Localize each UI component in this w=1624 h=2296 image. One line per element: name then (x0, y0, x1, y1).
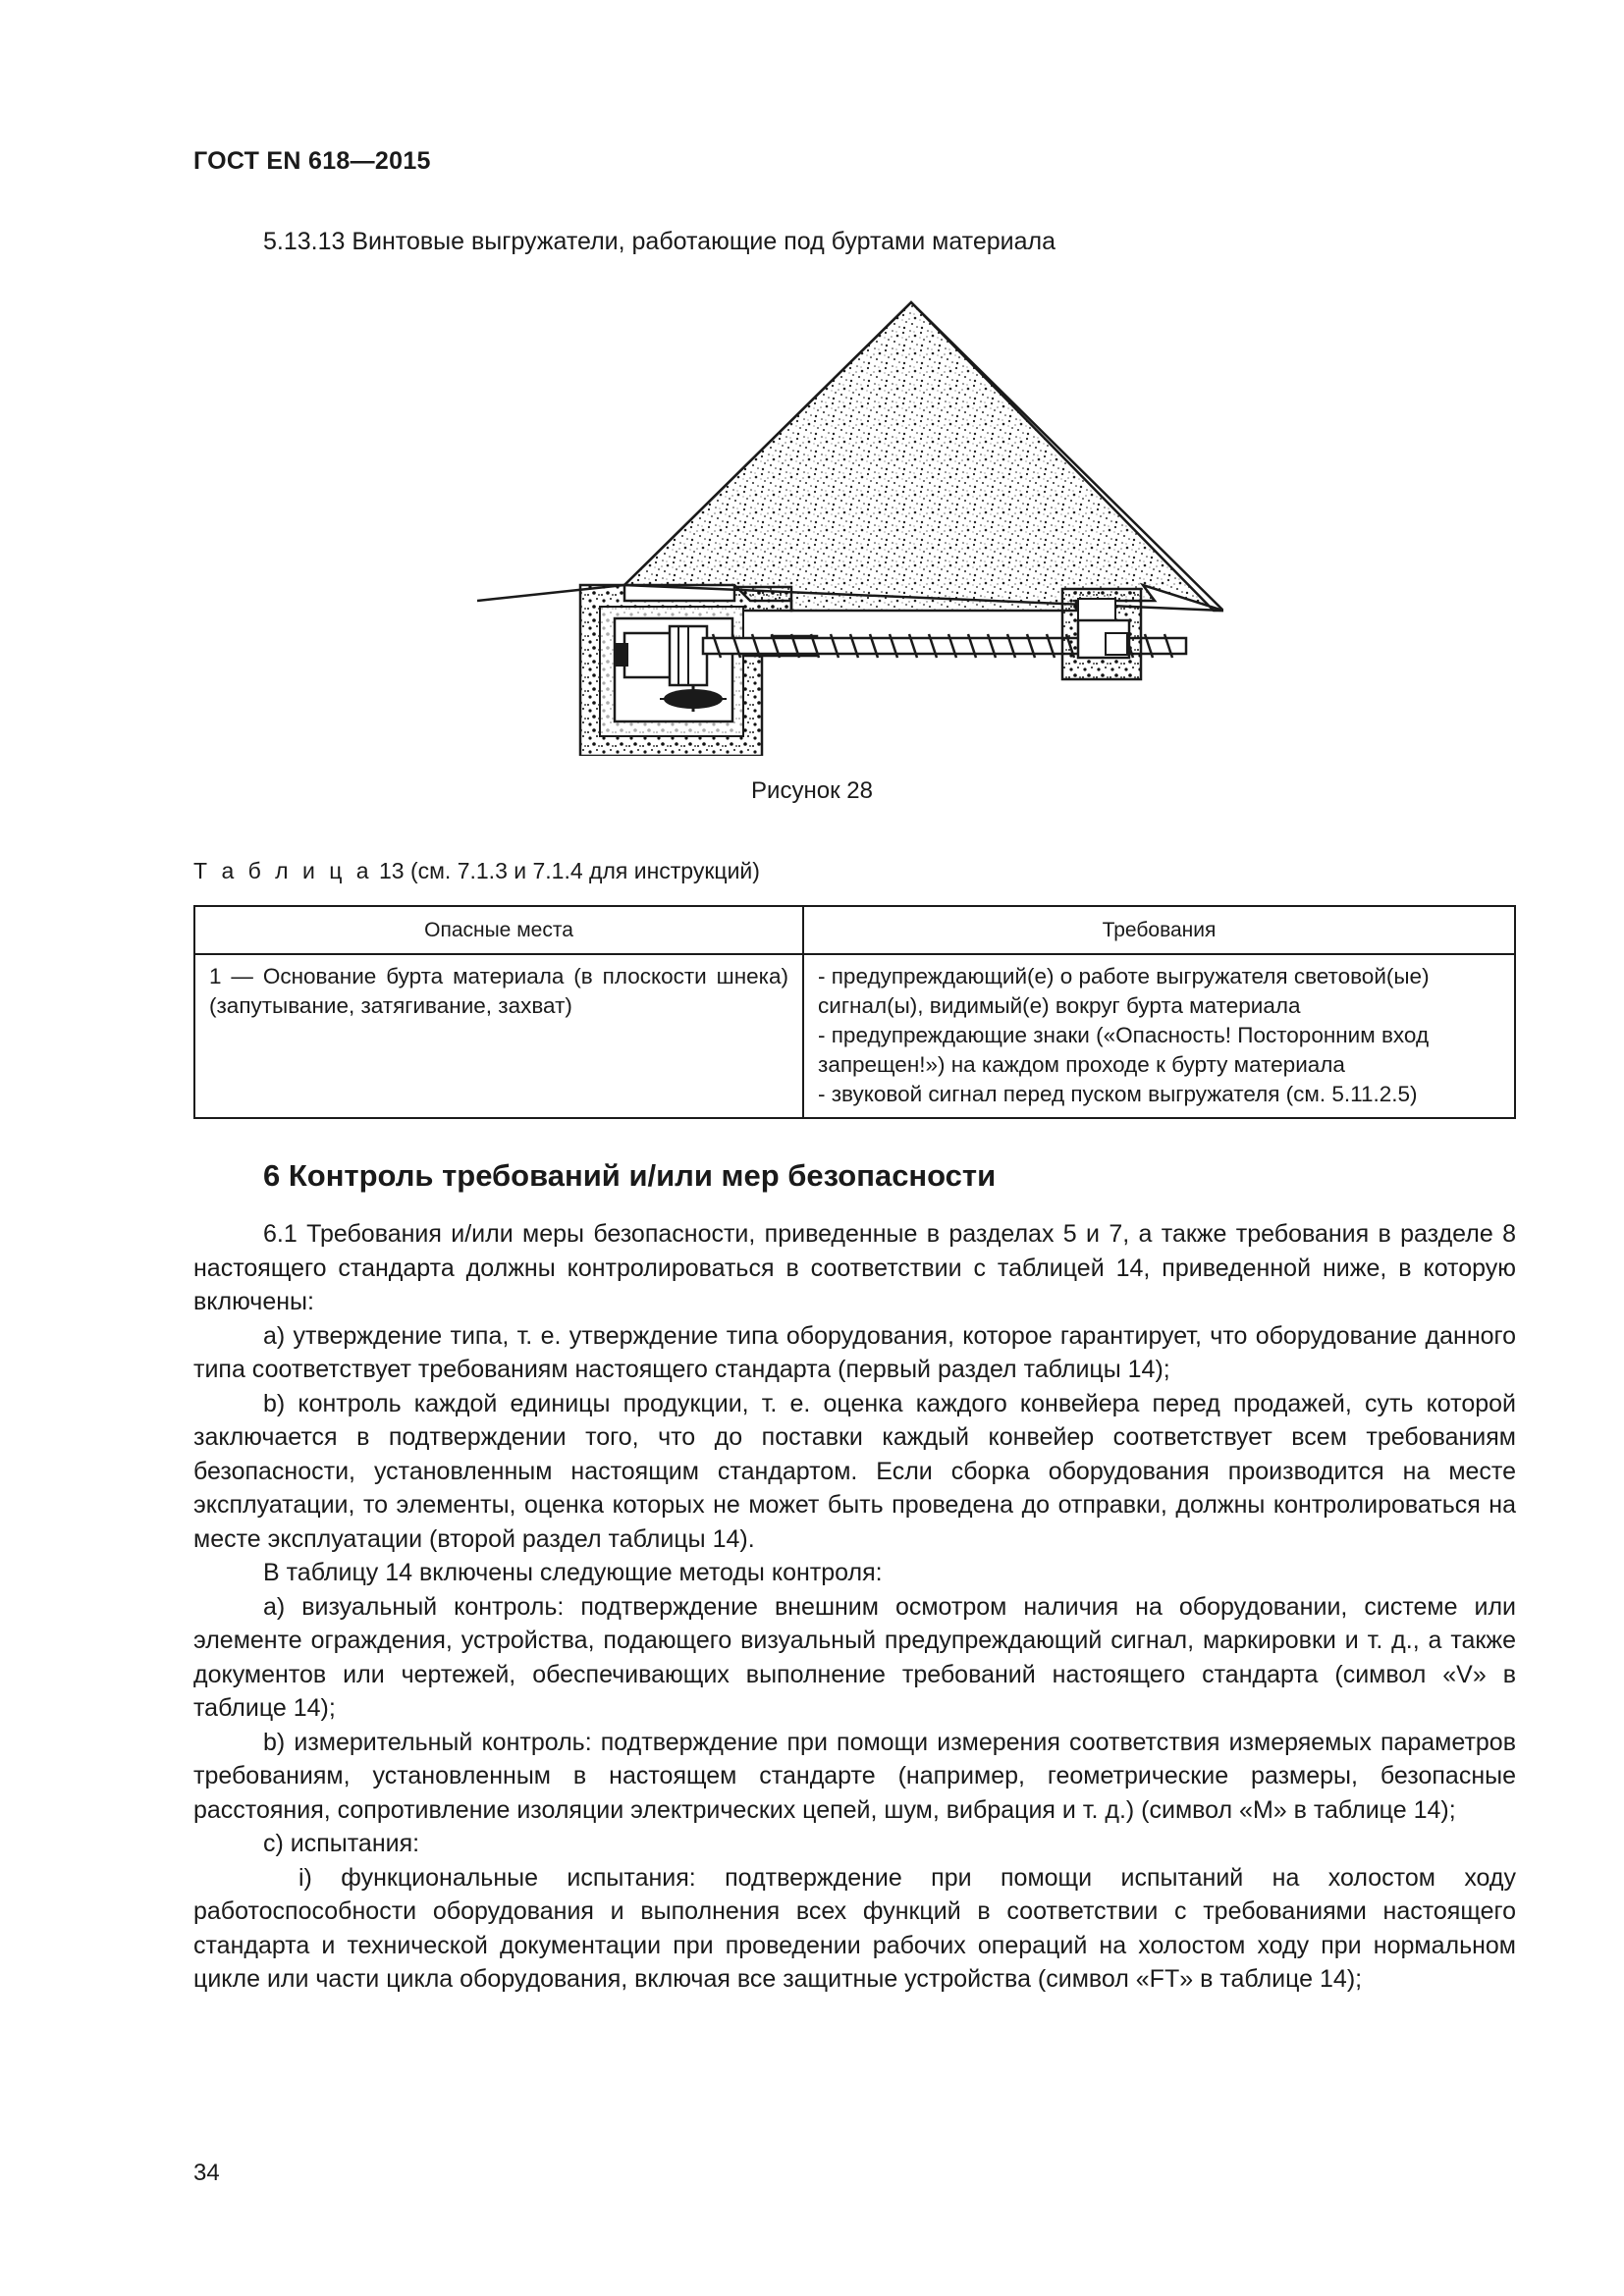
screw-unloader-diagram-icon (477, 294, 1223, 756)
document-header: ГОСТ EN 618—2015 (193, 147, 431, 175)
section-heading: 6 Контроль требований и/или мер безопасности (263, 1158, 997, 1193)
section-body (193, 1217, 1516, 1997)
requirements-cell (803, 954, 1515, 1118)
paragraph-6-1: 6.1 Требования и/или меры безопасности, приведенные в разделах 5 и 7, а также требования в разделе 8 настоящего стандарта должны контролироваться в соответствии с таблицей 14, приведенной ниже, в которую включены: (193, 1220, 1516, 1315)
requirement-item: - звуковой сигнал перед пуском выгружателя (см. 5.11.2.5) (818, 1082, 1418, 1106)
subsection-title: 5.13.13 Винтовые выгружатели, работающие под буртами материала (263, 228, 1056, 255)
list-item-tests: c) испытания: (263, 1830, 420, 1857)
table-caption-text: 13 (см. 7.1.3 и 7.1.4 для инструкций) (372, 858, 760, 883)
requirement-item: - предупреждающий(е) о работе выгружателя световой(ые) сигнал(ы), видимый(е) вокруг бурта материала (818, 964, 1430, 1018)
figure-caption: Рисунок 28 (751, 777, 873, 804)
paragraph-methods-intro: В таблицу 14 включены следующие методы контроля: (263, 1559, 883, 1586)
hazard-cell: 1 — Основание бурта материала (в плоскости шнека) (запутывание, затягивание, захват) (194, 954, 803, 1118)
column-header-requirements: Требования (803, 906, 1515, 954)
list-item-unit-control: b) контроль каждой единицы продукции, т. е. оценка каждого конвейера перед продажей, суть которой заключается в подтверждении того, что до поставки каждый конвейер соответствует всем требованиям безопасности, установленным настоящим стандартом. Если сборка оборудования производится на месте эксплуатации, то элементы, оценка которых не может быть проведена до отправки, должны контролироваться на месте эксплуатации (второй раздел таблицы 14). (193, 1389, 1516, 1553)
list-item-measurement-control: b) измерительный контроль: подтверждение при помощи измерения соответствия измеряемых параметров требованиям, установленным в настоящем стандарте (например, геометрические размеры, безопасные расстояния, сопротивление изоляции электрических цепей, шум, вибрация и т. д.) (символ «M» в таблице 14); (193, 1728, 1516, 1824)
column-header-hazards: Опасные места (194, 906, 803, 954)
table-caption (193, 858, 760, 884)
list-item-type-approval: a) утверждение типа, т. е. утверждение типа оборудования, которое гарантирует, что оборудование данного типа соответствует требованиям настоящего стандарта (первый раздел таблицы 14); (193, 1321, 1516, 1383)
table-13 (193, 905, 1516, 1119)
list-item-visual-control: a) визуальный контроль: подтверждение внешним осмотром наличия на оборудовании, системе или элементе ограждения, устройства, подающего визуальный предупреждающий сигнал, маркировки и т. д., а также документов или чертежей, обеспечивающих выполнение требований настоящего стандарта (символ «V» в таблице 14); (193, 1592, 1516, 1722)
page-number: 34 (193, 2160, 220, 2186)
figure-28 (477, 294, 1223, 756)
table-row (194, 954, 1515, 1118)
table-caption-label: Т а б л и ц а (193, 858, 373, 883)
requirement-item: - предупреждающие знаки («Опасность! Посторонним вход запрещен!») на каждом проходе к бурту материала (818, 1023, 1430, 1077)
list-item-functional-tests: i) функциональные испытания: подтверждение при помощи испытаний на холостом ходу работоспособности оборудования и выполнения всех функций в соответствии с требованиями настоящего стандарта и технической документации при проведении рабочих операций на холостом ходу при нормальном цикле или части цикла оборудования, включая все защитные устройства (символ «FT» в таблице 14); (193, 1863, 1516, 1993)
table-header-row (194, 906, 1515, 954)
